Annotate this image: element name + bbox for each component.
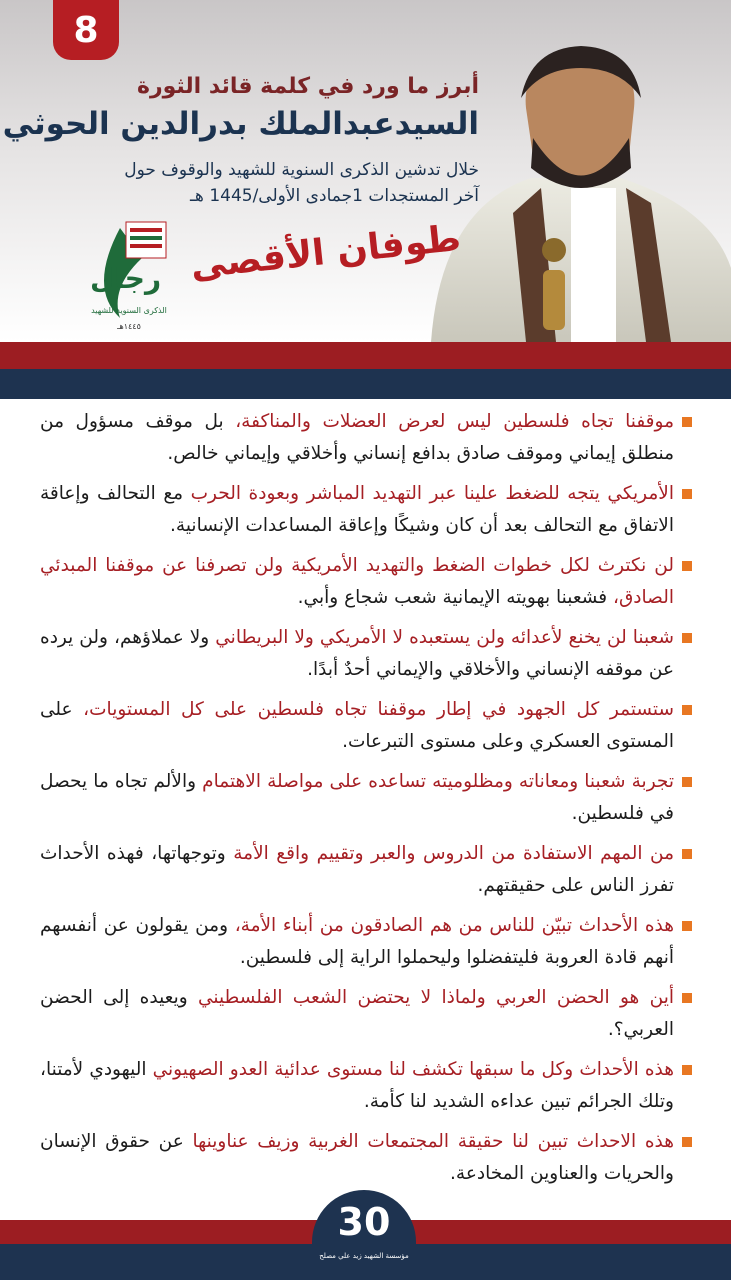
point-highlight: ستستمر كل الجهود في إطار موقفنا تجاه فلسطين على كل المستويات، <box>83 699 674 720</box>
header <box>0 0 731 342</box>
rijal-logo-year: ١٤٤٥هـ <box>117 322 141 331</box>
list-item <box>40 1126 692 1190</box>
point-text: فشعبنا بهويته الإيمانية شعب شجاع وأبي. <box>297 587 613 608</box>
orange-square-bullet-icon <box>682 633 692 643</box>
orange-square-bullet-icon <box>682 1065 692 1075</box>
title-line-2: السيدعبدالملك بدرالدين الحوثي <box>2 106 479 142</box>
point-text: ولا عملاؤهم، ولن يرده عن موقفه الإنساني والأخلاقي والإيماني أحدٌ أبدًا. <box>40 627 674 680</box>
rijal-logo-word: رجال <box>90 262 162 295</box>
point-highlight: هذه الأحداث تبيّن للناس من هم الصادقون من أبناء الأمة، <box>234 915 674 936</box>
list-item <box>40 694 692 758</box>
point-highlight: هذه الأحداث وكل ما سبقها تكشف لنا مستوى عدائية العدو الصهيوني <box>152 1059 674 1080</box>
key-points-list <box>0 400 731 1210</box>
page-number-badge: 8 <box>53 0 119 60</box>
list-item <box>40 550 692 614</box>
point-text: ومن يقولون عن أنفسهم أنهم قادة العروبة فليتفضلوا وليحملوا الراية إلى فلسطين. <box>40 915 674 968</box>
subtitle-line-1: خلال تدشين الذكرى السنوية للشهيد والوقوف حول <box>124 160 479 180</box>
orange-square-bullet-icon <box>682 921 692 931</box>
point-text: بل موقف مسؤول من منطلق إيماني وموقف صادق بدافع إنساني وأخلاقي وإيماني خالص. <box>40 411 674 464</box>
point-highlight: الأمريكي يتجه للضغط علينا عبر التهديد المباشر وبعودة الحرب <box>190 483 674 504</box>
list-item <box>40 1054 692 1118</box>
subtitle-line-2: آخر المستجدات 1جمادى الأولى/1445 هـ <box>189 186 479 206</box>
point-text: ويعيده إلى الحضن العربي؟. <box>40 987 674 1040</box>
point-text: على المستوى العسكري وعلى مستوى التبرعات. <box>40 699 674 752</box>
list-item <box>40 982 692 1046</box>
aqsa-flood-logo: طوفان الأقصى <box>188 217 463 288</box>
point-highlight: شعبنا لن يخنع لأعدائه ولن يستعبده لا الأمريكي ولا البريطاني <box>215 627 674 648</box>
list-item <box>40 622 692 686</box>
foundation-logo-number: 30 <box>337 1200 391 1244</box>
point-text: وتوجهاتها، فهذه الأحداث تفرز الناس على حقيقتهم. <box>40 843 674 896</box>
divider-band-red <box>0 342 731 369</box>
point-text: اليهودي لأمتنا، وتلك الجرائم تبين عداءه الشديد لنا كأمة. <box>40 1059 674 1112</box>
point-text: عن حقوق الإنسان والحريات والعناوين المخادعة. <box>40 1131 674 1184</box>
point-highlight: تجربة شعبنا ومعاناته ومظلوميته تساعده على مواصلة الاهتمام <box>202 771 674 792</box>
foundation-logo-text: مؤسسة الشهيد زيد علي مصلح <box>319 1252 409 1260</box>
list-item <box>40 766 692 830</box>
foundation-logo <box>312 1190 416 1280</box>
orange-square-bullet-icon <box>682 705 692 715</box>
list-item <box>40 910 692 974</box>
title-line-1: أبرز ما ورد في كلمة قائد الثورة <box>136 74 479 99</box>
orange-square-bullet-icon <box>682 417 692 427</box>
point-highlight: موقفنا تجاه فلسطين ليس لعرض العضلات والمناكفة، <box>235 411 674 432</box>
point-highlight: من المهم الاستفادة من الدروس والعبر وتقييم واقع الأمة <box>233 843 674 864</box>
orange-square-bullet-icon <box>682 777 692 787</box>
orange-square-bullet-icon <box>682 489 692 499</box>
orange-square-bullet-icon <box>682 1137 692 1147</box>
divider-band-navy <box>0 369 731 399</box>
orange-square-bullet-icon <box>682 561 692 571</box>
orange-square-bullet-icon <box>682 993 692 1003</box>
point-text: والألم تجاه ما يحصل في فلسطين. <box>40 771 674 824</box>
point-highlight: أين هو الحضن العربي ولماذا لا يحتضن الشعب الفلسطيني <box>197 987 674 1008</box>
point-text: مع التحالف وإعاقة الاتفاق مع التحالف بعد أن كان وشيكًا وإعاقة المساعدات الإنسانية. <box>40 483 674 536</box>
list-item <box>40 478 692 542</box>
rijal-logo-caption: الذكرى السنوية للشهيد <box>91 306 167 315</box>
point-highlight: هذه الاحداث تبين لنا حقيقة المجتمعات الغربية وزيف عناوينها <box>192 1131 674 1152</box>
list-item <box>40 406 692 470</box>
point-highlight: لن نكترث لكل خطوات الضغط والتهديد الأمريكية ولن تصرفنا عن موقفنا المبدئي الصادق، <box>40 555 674 608</box>
list-item <box>40 838 692 902</box>
orange-square-bullet-icon <box>682 849 692 859</box>
